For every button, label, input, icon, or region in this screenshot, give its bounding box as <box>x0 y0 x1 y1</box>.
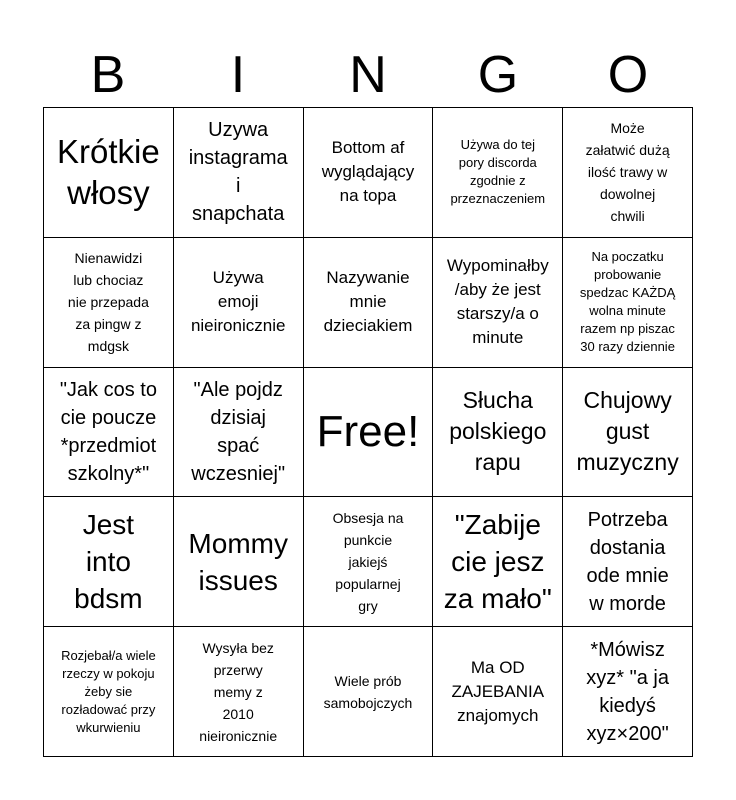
bingo-cell-text: Wysyła bez przerwy memy z 2010 nieironicznie <box>199 639 278 744</box>
bingo-cell[interactable] <box>433 238 563 368</box>
bingo-cell[interactable] <box>44 368 174 498</box>
header-letter-o: O <box>607 46 649 104</box>
bingo-cell-text: Nienawidzi lub chociaz nie przepada za pingw z mdgsk <box>67 250 149 355</box>
bingo-grid <box>43 107 693 757</box>
bingo-cell[interactable] <box>433 368 563 498</box>
bingo-cell[interactable] <box>433 108 563 238</box>
bingo-cell-text: Chujowy gust muzyczny <box>576 387 679 476</box>
bingo-cell-text: Jest into bdsm <box>74 509 143 615</box>
bingo-cell-text: Na poczatku probowanie spedzac KAŻDĄ wolna minute razem np piszac 30 razy dziennie <box>579 249 676 355</box>
bingo-cell-text: Uzywa instagrama i snapchata <box>188 119 288 226</box>
bingo-cell-text: Używa emoji nieironicznie <box>190 268 286 336</box>
header-letter-g: G <box>477 46 519 104</box>
bingo-cell-text: "Jak cos to cie poucze *przedmiot szkolny*" <box>59 378 157 485</box>
bingo-cell-text: Ma OD ZAJEBANIA znajomych <box>451 657 545 725</box>
bingo-cell[interactable] <box>44 627 174 757</box>
bingo-cell[interactable] <box>563 627 693 757</box>
bingo-cell[interactable] <box>44 238 174 368</box>
bingo-cell-text: Nazywanie mnie dzieciakiem <box>323 268 413 336</box>
bingo-cell-text: Mommy issues <box>188 527 288 596</box>
bingo-cell-text: Wiele prób samobojczych <box>323 672 413 711</box>
free-space-cell[interactable] <box>304 368 434 498</box>
bingo-cell-text: "Ale pojdz dzisiaj spać wczesniej" <box>191 378 286 485</box>
bingo-cell[interactable] <box>174 368 304 498</box>
bingo-cell-text: Słucha polskiego rapu <box>449 387 547 476</box>
bingo-cell[interactable] <box>174 238 304 368</box>
bingo-cell-text: Krótkie włosy <box>57 133 160 212</box>
bingo-cell[interactable] <box>304 627 434 757</box>
bingo-cell[interactable] <box>433 627 563 757</box>
bingo-cell[interactable] <box>433 497 563 627</box>
bingo-cell[interactable] <box>44 108 174 238</box>
bingo-cell-text: Obsesja na punkcie jakiejś popularnej gry <box>332 509 404 614</box>
bingo-cell[interactable] <box>563 368 693 498</box>
bingo-cell-text: Potrzeba dostania ode mnie w morde <box>586 508 669 615</box>
bingo-cell-text: *Mówisz xyz* "a ja kiedyś xyz×200" <box>586 638 669 745</box>
header-letter-n: N <box>349 46 387 104</box>
bingo-cell[interactable] <box>174 497 304 627</box>
bingo-cell[interactable] <box>304 108 434 238</box>
bingo-cell[interactable] <box>563 497 693 627</box>
bingo-cell[interactable] <box>304 497 434 627</box>
bingo-cell[interactable] <box>174 108 304 238</box>
bingo-cell-text: Rozjebał/a wiele rzeczy w pokoju żeby sie rozładować przy wkurwieniu <box>61 647 156 735</box>
header-letter-i: I <box>230 46 246 104</box>
bingo-cell[interactable] <box>304 238 434 368</box>
bingo-cell[interactable] <box>174 627 304 757</box>
bingo-cell-text: Free! <box>316 406 420 456</box>
bingo-cell[interactable] <box>563 108 693 238</box>
bingo-cell-text: "Zabije cie jesz za mało" <box>443 509 552 615</box>
bingo-cell-text: Wypominałby /aby że jest starszy/a o minute <box>446 256 549 348</box>
bingo-cell[interactable] <box>563 238 693 368</box>
bingo-cell-text: Może załatwić dużą ilość trawy w dowolnej chwili <box>585 120 670 225</box>
bingo-cell[interactable] <box>44 497 174 627</box>
bingo-cell-text: Bottom af wyglądający na topa <box>321 138 415 206</box>
header-letter-b: B <box>90 46 126 104</box>
bingo-cell-text: Używa do tej pory discorda zgodnie z przeznaczeniem <box>450 137 546 207</box>
bingo-header <box>43 44 693 106</box>
